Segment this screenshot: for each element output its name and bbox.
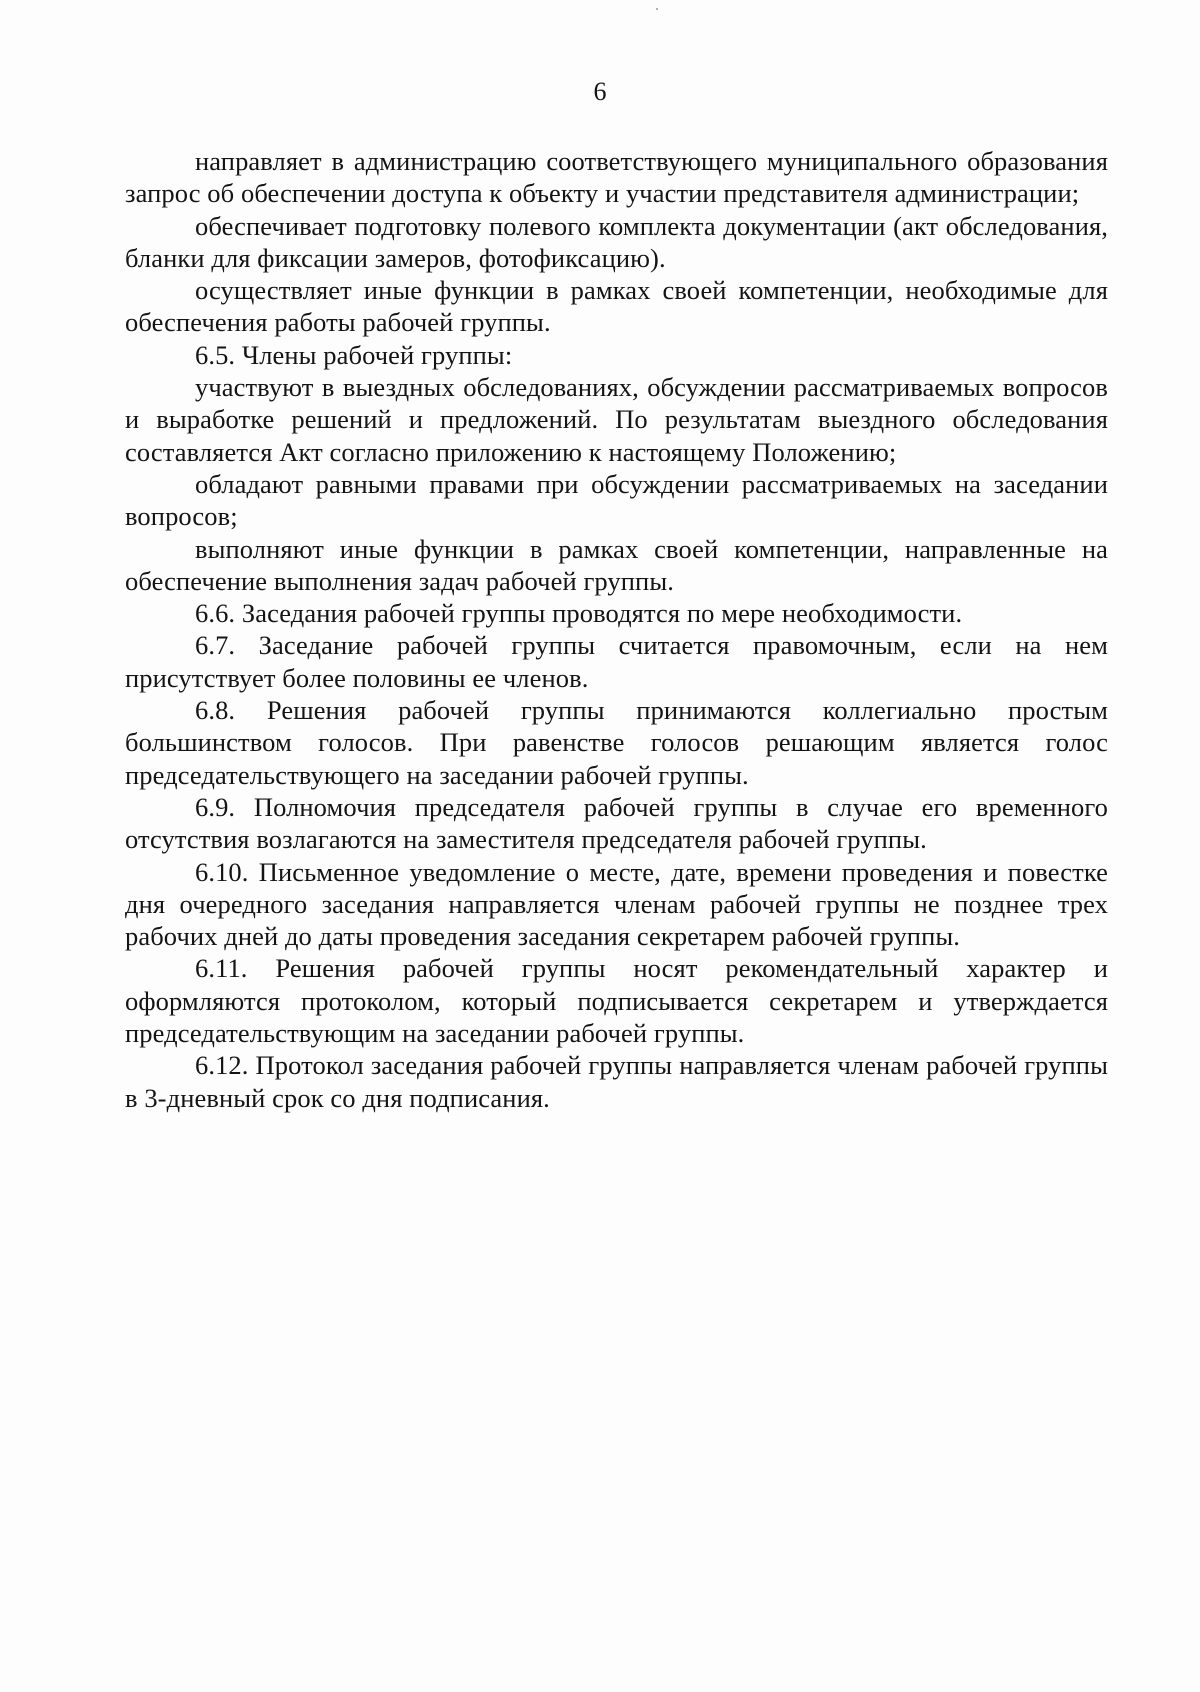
paragraph: участвуют в выездных обследованиях, обсуждении рассматриваемых вопросов и выработке решений и предложений. По результатам выездного обследования составляется Акт согласно приложению к настоящему Положению; — [125, 372, 1108, 467]
document-body — [125, 145, 1108, 1114]
paragraph: выполняют иные функции в рамках своей компетенции, направленные на обеспечение выполнения задач рабочей группы. — [125, 533, 1108, 596]
clause-6-9: 6.9. Полномочия председателя рабочей группы в случае его временного отсутствия возлагаются на заместителя председателя рабочей группы. — [125, 791, 1108, 855]
clause-6-8: 6.8. Решения рабочей группы принимаются коллегиально простым большинством голосов. При равенстве голосов решающим является голос председательствующего на заседании рабочей группы. — [125, 695, 1108, 790]
clause-6-11: 6.11. Решения рабочей группы носят рекомендательный характер и оформляются протоколом, который подписывается секретарем и утверждается председательствующим на заседании рабочей группы. — [125, 953, 1108, 1049]
clause-6-10: 6.10. Письменное уведомление о месте, дате, времени проведения и повестке дня очередного заседания направляется членам рабочей группы не позднее трех рабочих дней до даты проведения заседания секретарем рабочей группы. — [125, 856, 1108, 952]
paragraph: направляет в администрацию соответствующего муниципального образования запрос об обеспечении доступа к объекту и участии представителя администрации; — [125, 146, 1108, 209]
section-heading: 6.5. Члены рабочей группы: — [195, 339, 513, 370]
paragraph: обладают равными правами при обсуждении рассматриваемых на заседании вопросов; — [125, 468, 1108, 532]
clause-6-12: 6.12. Протокол заседания рабочей группы направляется членам рабочей группы в 3-дневный срок со дня подписания. — [125, 1050, 1108, 1113]
clause-6-6: 6.6. Заседания рабочей группы проводятся по мере необходимости. — [195, 598, 963, 629]
page-number: 6 — [593, 77, 607, 106]
paragraph: осуществляет иные функции в рамках своей компетенции, необходимые для обеспечения работы рабочей группы. — [125, 275, 1108, 338]
paragraph: обеспечивает подготовку полевого комплекта документации (акт обследования, бланки для фиксации замеров, фотофиксацию). — [125, 210, 1108, 273]
clause-6-7: 6.7. Заседание рабочей группы считается правомочным, если на нем присутствует более половины ее членов. — [125, 630, 1108, 693]
scan-artifact — [656, 8, 658, 10]
